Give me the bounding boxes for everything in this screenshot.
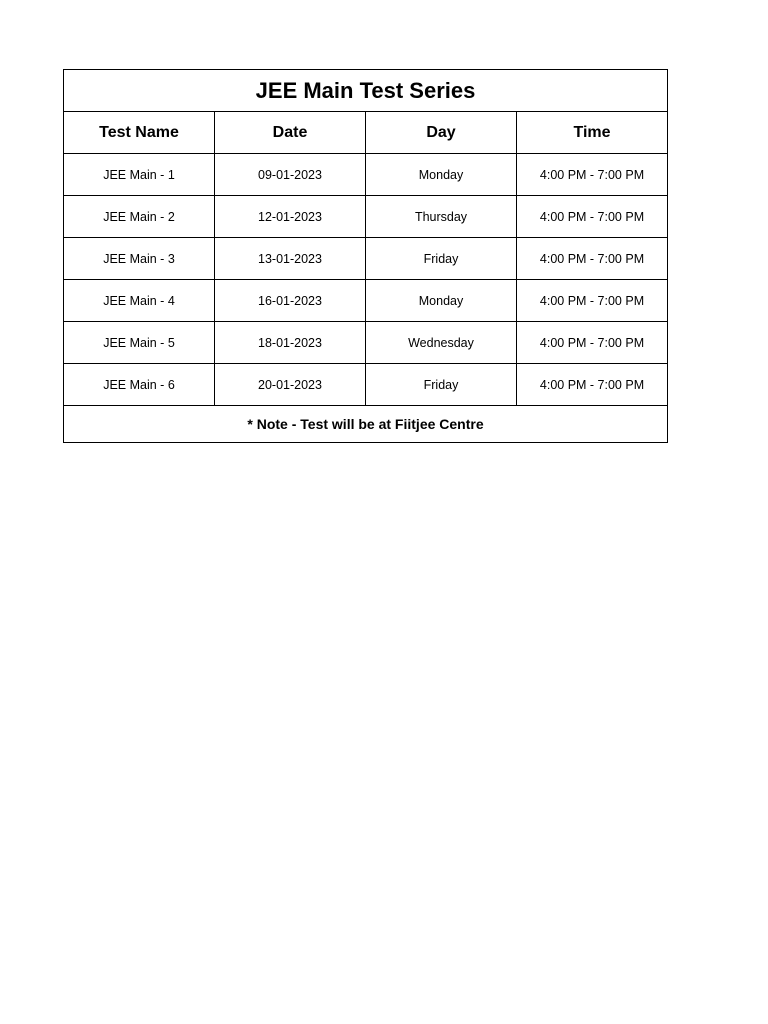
note-row	[64, 406, 668, 443]
day-cell: Friday	[366, 364, 517, 406]
test-name-cell: JEE Main - 6	[64, 364, 215, 406]
day-cell: Thursday	[366, 196, 517, 238]
column-header-date: Date	[215, 112, 366, 154]
column-header-day: Day	[366, 112, 517, 154]
date-cell: 18-01-2023	[215, 322, 366, 364]
table-row	[64, 238, 668, 280]
time-cell: 4:00 PM - 7:00 PM	[517, 238, 668, 280]
time-cell: 4:00 PM - 7:00 PM	[517, 154, 668, 196]
date-cell: 09-01-2023	[215, 154, 366, 196]
table-row	[64, 322, 668, 364]
column-header-test-name: Test Name	[64, 112, 215, 154]
header-row	[64, 112, 668, 154]
venue-note: * Note - Test will be at Fiitjee Centre	[64, 406, 668, 443]
time-cell: 4:00 PM - 7:00 PM	[517, 280, 668, 322]
table-row	[64, 154, 668, 196]
test-name-cell: JEE Main - 2	[64, 196, 215, 238]
day-cell: Wednesday	[366, 322, 517, 364]
time-cell: 4:00 PM - 7:00 PM	[517, 364, 668, 406]
title-row	[64, 70, 668, 112]
test-name-cell: JEE Main - 4	[64, 280, 215, 322]
time-cell: 4:00 PM - 7:00 PM	[517, 322, 668, 364]
date-cell: 12-01-2023	[215, 196, 366, 238]
test-series-table	[63, 69, 668, 443]
test-name-cell: JEE Main - 1	[64, 154, 215, 196]
day-cell: Monday	[366, 154, 517, 196]
test-name-cell: JEE Main - 5	[64, 322, 215, 364]
test-name-cell: JEE Main - 3	[64, 238, 215, 280]
table-row	[64, 196, 668, 238]
date-cell: 13-01-2023	[215, 238, 366, 280]
date-cell: 16-01-2023	[215, 280, 366, 322]
column-header-time: Time	[517, 112, 668, 154]
table-row	[64, 280, 668, 322]
date-cell: 20-01-2023	[215, 364, 366, 406]
day-cell: Friday	[366, 238, 517, 280]
time-cell: 4:00 PM - 7:00 PM	[517, 196, 668, 238]
day-cell: Monday	[366, 280, 517, 322]
table-title: JEE Main Test Series	[64, 70, 668, 112]
table-row	[64, 364, 668, 406]
